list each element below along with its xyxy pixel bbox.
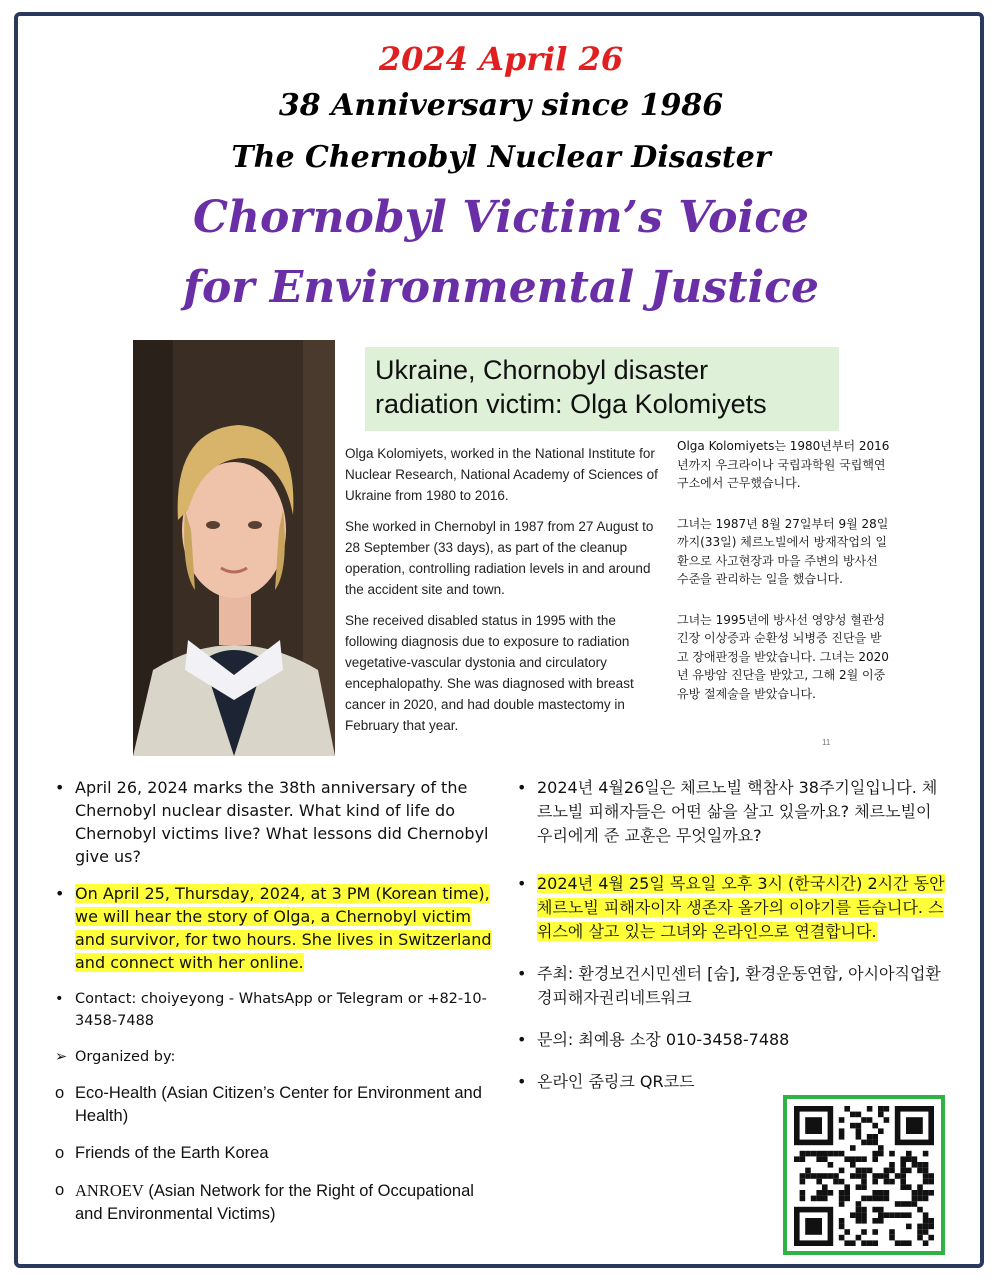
list-item xyxy=(517,1070,947,1094)
right-column xyxy=(517,776,947,1108)
organizer-3-acronym: ANROEV xyxy=(75,1181,144,1200)
left-column xyxy=(55,776,495,1240)
list-item xyxy=(55,776,495,868)
circle-bullet-icon: o xyxy=(55,1144,65,1162)
bio-en-paragraph: Olga Kolomiyets, worked in the National Institute for Nuclear Research, National Academy of Sciences of Ukraine from 1980 to 2016. xyxy=(345,446,658,503)
event-date: 2024 April 26 xyxy=(378,40,624,78)
bullet-icon: • xyxy=(55,884,65,903)
bullet-icon: • xyxy=(517,1030,527,1049)
right-bullet-4: 문의: 최예용 소장 010-3458-7488 xyxy=(537,1030,790,1049)
list-item xyxy=(517,872,947,944)
list-item xyxy=(517,776,947,848)
list-item xyxy=(55,988,495,1032)
bullet-icon: • xyxy=(517,964,527,983)
portrait-photo xyxy=(133,340,335,756)
left-bullet-1: April 26, 2024 marks the 38th anniversary of the Chernobyl nuclear disaster. What kind of life do Chernobyl victims live? What lessons did Chernobyl give us? xyxy=(75,778,489,866)
victim-banner xyxy=(365,347,839,431)
left-bullet-2-highlighted: On April 25, Thursday, 2024, at 3 PM (Korean time), we will hear the story of Olga, a Chernobyl victim and survivor, for two hours. She lives in Switzerland and connect with her online. xyxy=(75,884,492,972)
bio-korean xyxy=(677,437,892,725)
title-line-1: Chornobyl Victim’s Voice xyxy=(192,192,810,243)
page-number: 11 xyxy=(822,738,831,747)
bullet-icon: • xyxy=(517,778,527,797)
bio-ko-paragraph: Olga Kolomiyets는 1980년부터 2016년까지 우크라이나 국립과학원 국립핵연구소에서 근무했습니다. xyxy=(677,439,890,490)
disaster-line: The Chernobyl Nuclear Disaster xyxy=(231,140,771,175)
banner-line-2: radiation victim: Olga Kolomiyets xyxy=(375,389,767,419)
portrait-illustration xyxy=(133,340,335,756)
list-item xyxy=(55,1046,495,1068)
bio-ko-paragraph: 그녀는 1995년에 방사선 영양성 혈관성 긴장 이상증과 순환성 뇌병증 진단을 받고 장애판정을 받았습니다. 그녀는 2020년 유방암 진단을 받았고, 그해 2월 이중 유방 절제술을 받았습니다. xyxy=(677,612,889,701)
list-item xyxy=(517,962,947,1010)
bullet-icon: • xyxy=(55,778,65,797)
right-bullet-2-highlighted: 2024년 4월 25일 목요일 오후 3시 (한국시간) 2시간 동안 체르노빌 피해자이자 생존자 올가의 이야기를 듣습니다. 스위스에 살고 있는 그녀와 온라인으로 연결합니다. xyxy=(537,874,945,941)
right-bullet-5: 온라인 줌링크 QR코드 xyxy=(537,1072,695,1091)
right-bullet-1: 2024년 4월26일은 체르노빌 핵참사 38주기일입니다. 체르노빌 피해자들은 어떤 삶을 살고 있을까요? 체르노빌이 우리에게 준 교훈은 무엇일까요? xyxy=(537,778,938,845)
bio-english xyxy=(345,443,660,746)
zoom-qr-code[interactable] xyxy=(783,1095,945,1255)
banner-line-1: Ukraine, Chornobyl disaster xyxy=(375,355,709,385)
right-bullet-3: 주최: 환경보건시민센터 [숨], 환경운동연합, 아시아직업환경피해자권리네트워크 xyxy=(537,964,941,1007)
list-item xyxy=(55,1179,495,1226)
list-item xyxy=(517,1028,947,1052)
bullet-icon: • xyxy=(517,874,527,893)
arrow-bullet-icon: ➢ xyxy=(55,1049,68,1065)
circle-bullet-icon: o xyxy=(55,1084,65,1102)
organizer-2: Friends of the Earth Korea xyxy=(75,1144,269,1162)
title-line-2: for Environmental Justice xyxy=(183,262,819,313)
bio-ko-paragraph: 그녀는 1987년 8월 27일부터 9월 28일까지(33일) 체르노빌에서 방재작업의 일환으로 사고현장과 마을 주변의 방사선 수준을 관리하는 일을 했습니다. xyxy=(677,516,889,586)
bio-en-paragraph: She received disabled status in 1995 with the following diagnosis due to exposure to radiation vegetative-vascular dystonia and circulatory encephalopathy. She was diagnosed with breast cancer in 2020, and had double mastectomy in February that year. xyxy=(345,613,634,733)
contact-info: Contact: choiyeyong - WhatsApp or Telegram or +82-10-3458-7488 xyxy=(75,991,487,1029)
list-item xyxy=(55,1142,495,1165)
organizer-3: (Asian Network for the Right of Occupational and Environmental Victims) xyxy=(75,1182,474,1223)
list-item xyxy=(55,882,495,974)
bullet-icon: • xyxy=(55,991,64,1007)
organizer-1: Eco-Health (Asian Citizen’s Center for Environment and Health) xyxy=(75,1084,482,1125)
qr-code-icon xyxy=(787,1099,941,1251)
anniversary-line: 38 Anniversary since 1986 xyxy=(278,88,724,123)
bullet-icon: • xyxy=(517,1072,527,1091)
circle-bullet-icon: o xyxy=(55,1181,65,1199)
list-item xyxy=(55,1082,495,1128)
organized-by-label: Organized by: xyxy=(75,1049,176,1065)
bio-en-paragraph: She worked in Chernobyl in 1987 from 27 August to 28 September (33 days), as part of the cleanup operation, controlling radiation levels in and around the accident site and town. xyxy=(345,519,654,597)
